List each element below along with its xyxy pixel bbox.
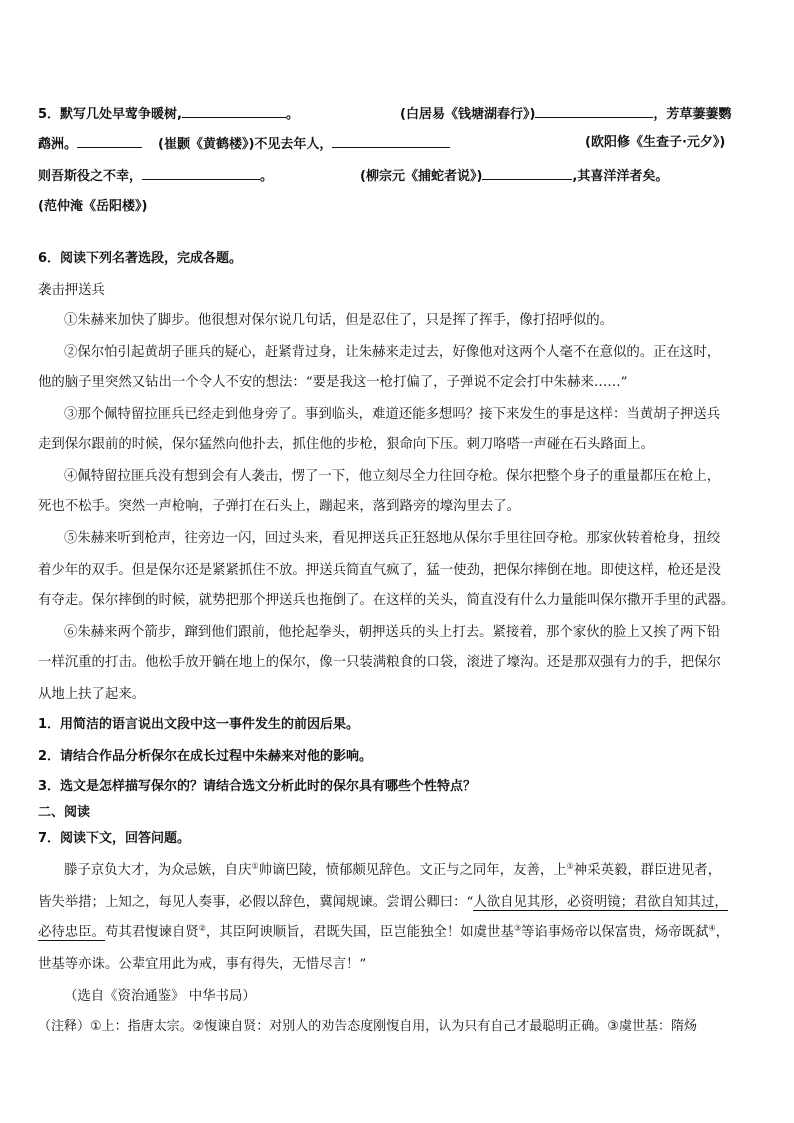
q5-text: 鹉洲。 — [38, 137, 78, 152]
paragraph-5-line2: 着少年的双手。但是保尔还是紧紧抓住不放。押送兵简直气疯了，猛一使劲，把保尔摔倒在地。即使这样，枪还是没 — [38, 563, 721, 578]
sub-question-3: 3．选文是怎样描写保尔的？请结合选文分析此时的保尔具有哪些个性特点？ — [38, 779, 477, 794]
annotation-note: （注释）①上：指唐太宗。②愎谏自贤：对别人的劝告态度刚愎自用，认为只有自己才最聪明正确。③虞世基：隋炀 — [38, 1019, 697, 1034]
source-citation: （选自《资治通鉴》 中华书局） — [64, 989, 256, 1004]
paragraph-4-line1: ④佩特留拉匪兵没有想到会有人袭击，愣了一下，他立刻尽全力往回夺枪。保尔把整个身子的重量都压在枪上， — [64, 469, 721, 484]
answer-blank[interactable] — [332, 134, 450, 148]
text-segment: 神采英毅，群臣进见者， — [573, 863, 722, 878]
q6-heading: 6．阅读下列名著选段，完成各题。 — [38, 251, 243, 266]
q5-text: (崔颢《黄鹤楼》)不见去年人， — [158, 137, 333, 152]
paragraph-1: ①朱赫来加快了脚步。他很想对保尔说几句话，但是忍住了，只是挥了挥手，像打招呼似的。 — [64, 313, 614, 328]
classical-text-line4: 世基等亦诛。公辈宜用此为戒，事有得失，无惜尽言！” — [38, 957, 367, 972]
text-segment: ，其臣阿谀顺旨，君既失国，臣岂能独全！如虞世基 — [205, 925, 514, 940]
note-ref: ③ — [513, 923, 522, 933]
paragraph-3-line2: 走到保尔跟前的时候，保尔猛然向他扑去，抓住他的步枪，狠命向下压。刺刀咯嗒一声碰在石头路面上。 — [38, 437, 654, 452]
text-segment: 滕子京负大才，为众忌嫉，自庆 — [64, 863, 252, 878]
note-ref: ① — [566, 861, 574, 871]
text-segment: 等谄事炀帝以保富贵，炀帝既弑 — [521, 925, 709, 940]
text-segment: 苟其君愎谏自贤 — [104, 925, 199, 940]
paragraph-5-line3: 有夺走。保尔摔倒的时候，就势把那个押送兵也拖倒了。在这样的关头，简直没有什么力量能叫保尔撒开手里的武器。 — [38, 593, 735, 608]
q5-line2-right — [585, 134, 725, 152]
q5-source: (柳宗元《捕蛇者说》) — [360, 169, 483, 184]
paragraph-2-line2: 他的脑子里突然又钻出一个令人不安的想法：“要是我这一枪打偏了，子弹说不定会打中朱赫来……” — [38, 375, 628, 390]
underlined-quote: 必待忠臣。 — [38, 925, 105, 940]
q5-text: 则吾斯役之不幸， — [38, 169, 143, 184]
underlined-quote: 人欲自见其形，必资明镜；君欲自知其过， — [473, 895, 728, 910]
answer-blank[interactable] — [182, 104, 286, 118]
section-heading: 二、阅读 — [38, 805, 91, 820]
q5-text: 。 — [260, 169, 274, 184]
text-segment: 帅谪巴陵，愤郁颇见辞色。文正与之同年，友善，上 — [258, 863, 567, 878]
note-ref: ② — [198, 923, 206, 933]
classical-text-line2 — [38, 894, 728, 912]
q5-text: 。 — [285, 107, 299, 122]
paragraph-6-line1: ⑥朱赫来两个箭步，蹿到他们跟前，他抡起拳头，朝押送兵的头上打去。紧接着，那个家伙的脸上又挨了两下铅 — [64, 625, 721, 640]
q5-source: (欧阳修《生查子·元夕》) — [585, 135, 726, 150]
text-segment: ， — [715, 925, 730, 940]
answer-blank[interactable] — [142, 166, 260, 180]
sub-question-1: 1．用简洁的语言说出文段中这一事件发生的前因后果。 — [38, 717, 360, 732]
paragraph-3-line1: ③那个佩特留拉匪兵已经走到他身旁了。事到临头，难道还能多想吗？接下来发生的事是这样：当黄胡子押送兵 — [64, 407, 721, 422]
q5-line1 — [38, 104, 299, 124]
paragraph-4-line2: 死也不松手。突然一声枪响，子弹打在石头上，蹦起来，落到路旁的壕沟里去了。 — [38, 499, 521, 514]
q5-text: 5．默写几处早莺争暖树, — [38, 107, 182, 122]
text-segment: 皆失举措；上知之，每见人奏事，必假以辞色，冀闻规谏。尝谓公卿曰：“ — [38, 895, 474, 910]
passage-title: 袭击押送兵 — [38, 283, 105, 298]
q7-heading: 7．阅读下文，回答问题。 — [38, 831, 191, 846]
q5-line2 — [38, 134, 142, 154]
q5-source: (白居易《钱塘湖春行》) — [400, 107, 536, 122]
paragraph-6-line3: 从地上扶了起来。 — [38, 687, 146, 702]
answer-blank[interactable] — [77, 134, 142, 148]
paragraph-2-line1: ②保尔怕引起黄胡子匪兵的疑心，赶紧背过身，让朱赫来走过去，好像他对这两个人毫不在意似的。正在这时， — [64, 345, 721, 360]
classical-text-line3 — [38, 924, 729, 942]
q5-text: ，芳草萋萋鹦 — [653, 107, 732, 122]
q5-line3 — [38, 166, 273, 186]
paragraph-6-line2: 一样沉重的打击。他松手放开躺在地上的保尔，像一只装满粮食的口袋，滚进了壕沟。还是那双强有力的手，把保尔 — [38, 655, 721, 670]
q5-line2-mid — [158, 134, 450, 154]
q5-text: ,其喜洋洋者矣。 — [572, 169, 669, 184]
q5-line1-right — [400, 104, 731, 124]
note-ref: ④ — [708, 923, 716, 933]
q5-line3-right — [360, 166, 668, 186]
q5-line4: (范仲淹《岳阳楼》) — [38, 199, 148, 214]
note-ref: ① — [251, 861, 259, 871]
sub-question-2: 2．请结合作品分析保尔在成长过程中朱赫来对他的影响。 — [38, 749, 373, 764]
classical-text-line1 — [64, 862, 721, 880]
answer-blank[interactable] — [535, 104, 653, 118]
paragraph-5-line1: ⑤朱赫来听到枪声，往旁边一闪，回过头来，看见押送兵正狂怒地从保尔手里往回夺枪。那家伙转着枪身，扭绞 — [64, 531, 721, 546]
answer-blank[interactable] — [482, 166, 572, 180]
